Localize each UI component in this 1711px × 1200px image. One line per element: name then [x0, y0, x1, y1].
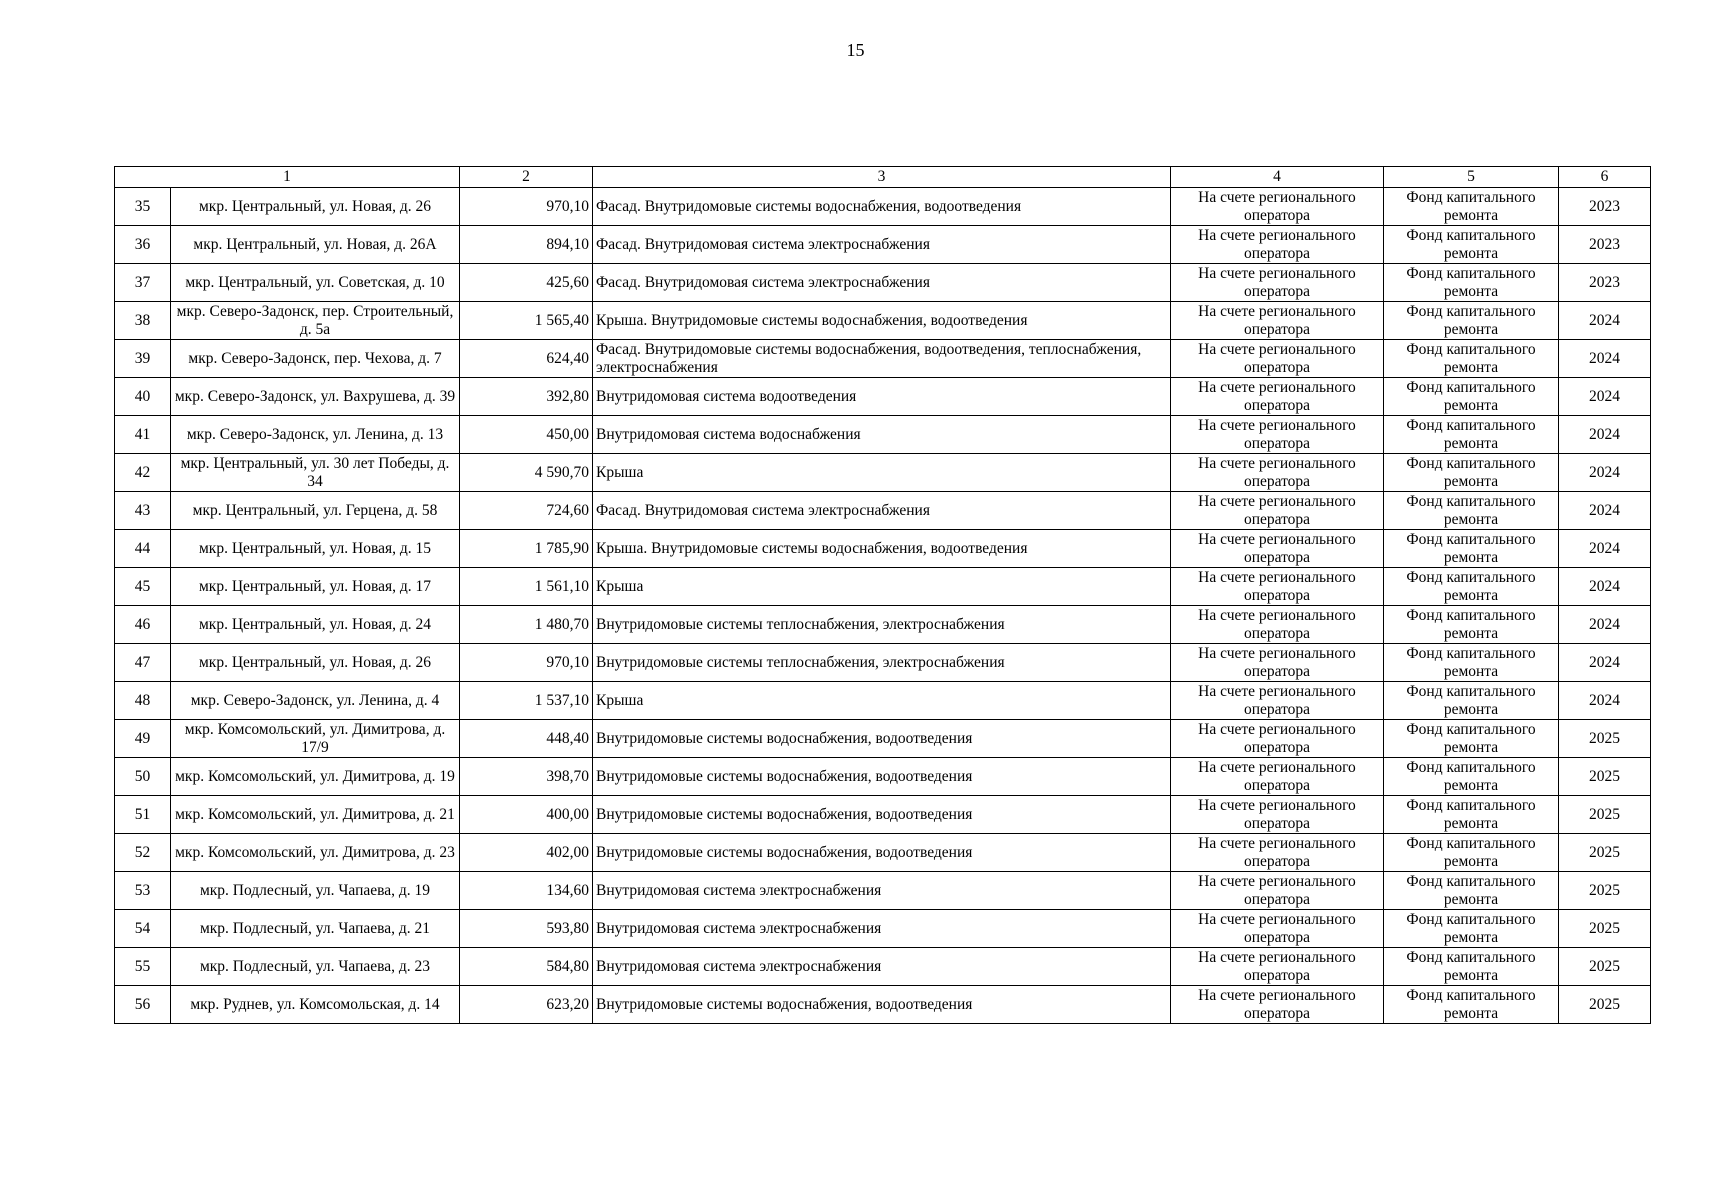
table-row [115, 796, 1651, 834]
funding-source-cell: Фонд капитального ремонта [1384, 454, 1559, 492]
account-cell: На счете регионального оператора [1171, 644, 1384, 682]
account-cell: На счете регионального оператора [1171, 492, 1384, 530]
funding-source-cell: Фонд капитального ремонта [1384, 606, 1559, 644]
year-cell: 2025 [1559, 834, 1651, 872]
header-cell: 3 [593, 167, 1171, 188]
table-row [115, 416, 1651, 454]
address-cell: мкр. Подлесный, ул. Чапаева, д. 21 [171, 910, 460, 948]
year-cell: 2025 [1559, 948, 1651, 986]
area-cell: 134,60 [460, 872, 593, 910]
account-cell: На счете регионального оператора [1171, 264, 1384, 302]
year-cell: 2025 [1559, 720, 1651, 758]
table-row [115, 872, 1651, 910]
account-cell: На счете регионального оператора [1171, 188, 1384, 226]
funding-source-cell: Фонд капитального ремонта [1384, 986, 1559, 1024]
address-cell: мкр. Комсомольский, ул. Димитрова, д. 19 [171, 758, 460, 796]
works-cell: Крыша [593, 568, 1171, 606]
year-cell: 2025 [1559, 986, 1651, 1024]
row-number: 51 [115, 796, 171, 834]
year-cell: 2023 [1559, 188, 1651, 226]
address-cell: мкр. Центральный, ул. Герцена, д. 58 [171, 492, 460, 530]
works-cell: Крыша [593, 454, 1171, 492]
funding-source-cell: Фонд капитального ремонта [1384, 302, 1559, 340]
account-cell: На счете регионального оператора [1171, 606, 1384, 644]
funding-source-cell: Фонд капитального ремонта [1384, 720, 1559, 758]
area-cell: 1 537,10 [460, 682, 593, 720]
account-cell: На счете регионального оператора [1171, 340, 1384, 378]
account-cell: На счете регионального оператора [1171, 872, 1384, 910]
year-cell: 2024 [1559, 682, 1651, 720]
year-cell: 2024 [1559, 644, 1651, 682]
year-cell: 2024 [1559, 492, 1651, 530]
works-cell: Внутридомовая система электроснабжения [593, 872, 1171, 910]
area-cell: 970,10 [460, 644, 593, 682]
funding-source-cell: Фонд капитального ремонта [1384, 758, 1559, 796]
capital-repair-table [114, 166, 1651, 1024]
funding-source-cell: Фонд капитального ремонта [1384, 226, 1559, 264]
area-cell: 623,20 [460, 986, 593, 1024]
works-cell: Внутридомовые системы теплоснабжения, электроснабжения [593, 644, 1171, 682]
table-row [115, 644, 1651, 682]
table-row [115, 758, 1651, 796]
works-cell: Внутридомовые системы теплоснабжения, электроснабжения [593, 606, 1171, 644]
row-number: 45 [115, 568, 171, 606]
funding-source-cell: Фонд капитального ремонта [1384, 416, 1559, 454]
year-cell: 2024 [1559, 454, 1651, 492]
table-row [115, 340, 1651, 378]
header-cell: 1 [115, 167, 460, 188]
account-cell: На счете регионального оператора [1171, 986, 1384, 1024]
table-row [115, 530, 1651, 568]
area-cell: 450,00 [460, 416, 593, 454]
year-cell: 2024 [1559, 606, 1651, 644]
area-cell: 584,80 [460, 948, 593, 986]
row-number: 38 [115, 302, 171, 340]
account-cell: На счете регионального оператора [1171, 302, 1384, 340]
row-number: 39 [115, 340, 171, 378]
funding-source-cell: Фонд капитального ремонта [1384, 188, 1559, 226]
account-cell: На счете регионального оператора [1171, 834, 1384, 872]
header-cell: 5 [1384, 167, 1559, 188]
year-cell: 2024 [1559, 416, 1651, 454]
row-number: 43 [115, 492, 171, 530]
page-number: 15 [846, 40, 865, 60]
works-cell: Внутридомовая система водоснабжения [593, 416, 1171, 454]
works-cell: Внутридомовые системы водоснабжения, водоотведения [593, 758, 1171, 796]
row-number: 50 [115, 758, 171, 796]
table-row [115, 910, 1651, 948]
funding-source-cell: Фонд капитального ремонта [1384, 948, 1559, 986]
year-cell: 2023 [1559, 226, 1651, 264]
table-row [115, 302, 1651, 340]
table-row [115, 492, 1651, 530]
table-row [115, 226, 1651, 264]
year-cell: 2024 [1559, 378, 1651, 416]
header-cell: 2 [460, 167, 593, 188]
area-cell: 970,10 [460, 188, 593, 226]
row-number: 37 [115, 264, 171, 302]
table-row [115, 454, 1651, 492]
row-number: 49 [115, 720, 171, 758]
row-number: 48 [115, 682, 171, 720]
address-cell: мкр. Подлесный, ул. Чапаева, д. 19 [171, 872, 460, 910]
table-row [115, 948, 1651, 986]
account-cell: На счете регионального оператора [1171, 226, 1384, 264]
works-cell: Внутридомовая система электроснабжения [593, 948, 1171, 986]
row-number: 35 [115, 188, 171, 226]
works-cell: Фасад. Внутридомовые системы водоснабжения, водоотведения, теплоснабжения, электроснабжения [593, 340, 1171, 378]
address-cell: мкр. Комсомольский, ул. Димитрова, д. 21 [171, 796, 460, 834]
table-row [115, 188, 1651, 226]
year-cell: 2025 [1559, 872, 1651, 910]
area-cell: 624,40 [460, 340, 593, 378]
header-cell: 6 [1559, 167, 1651, 188]
account-cell: На счете регионального оператора [1171, 910, 1384, 948]
address-cell: мкр. Центральный, ул. Новая, д. 26 [171, 188, 460, 226]
table-row [115, 720, 1651, 758]
account-cell: На счете регионального оператора [1171, 416, 1384, 454]
area-cell: 402,00 [460, 834, 593, 872]
address-cell: мкр. Комсомольский, ул. Димитрова, д. 17/9 [171, 720, 460, 758]
table-row [115, 606, 1651, 644]
area-cell: 392,80 [460, 378, 593, 416]
row-number: 52 [115, 834, 171, 872]
funding-source-cell: Фонд капитального ремонта [1384, 340, 1559, 378]
address-cell: мкр. Подлесный, ул. Чапаева, д. 23 [171, 948, 460, 986]
table-row [115, 568, 1651, 606]
year-cell: 2024 [1559, 302, 1651, 340]
year-cell: 2025 [1559, 758, 1651, 796]
table-row [115, 378, 1651, 416]
works-cell: Внутридомовые системы водоснабжения, водоотведения [593, 796, 1171, 834]
address-cell: мкр. Руднев, ул. Комсомольская, д. 14 [171, 986, 460, 1024]
funding-source-cell: Фонд капитального ремонта [1384, 682, 1559, 720]
row-number: 53 [115, 872, 171, 910]
works-cell: Крыша. Внутридомовые системы водоснабжения, водоотведения [593, 302, 1171, 340]
address-cell: мкр. Центральный, ул. Новая, д. 17 [171, 568, 460, 606]
account-cell: На счете регионального оператора [1171, 758, 1384, 796]
year-cell: 2024 [1559, 568, 1651, 606]
table-row [115, 264, 1651, 302]
works-cell: Внутридомовые системы водоснабжения, водоотведения [593, 834, 1171, 872]
area-cell: 1 561,10 [460, 568, 593, 606]
address-cell: мкр. Северо-Задонск, ул. Ленина, д. 13 [171, 416, 460, 454]
area-cell: 448,40 [460, 720, 593, 758]
funding-source-cell: Фонд капитального ремонта [1384, 872, 1559, 910]
account-cell: На счете регионального оператора [1171, 720, 1384, 758]
year-cell: 2023 [1559, 264, 1651, 302]
row-number: 54 [115, 910, 171, 948]
account-cell: На счете регионального оператора [1171, 948, 1384, 986]
row-number: 40 [115, 378, 171, 416]
row-number: 47 [115, 644, 171, 682]
area-cell: 593,80 [460, 910, 593, 948]
funding-source-cell: Фонд капитального ремонта [1384, 834, 1559, 872]
table-row [115, 986, 1651, 1024]
area-cell: 724,60 [460, 492, 593, 530]
header-cell: 4 [1171, 167, 1384, 188]
funding-source-cell: Фонд капитального ремонта [1384, 530, 1559, 568]
area-cell: 1 480,70 [460, 606, 593, 644]
address-cell: мкр. Комсомольский, ул. Димитрова, д. 23 [171, 834, 460, 872]
row-number: 46 [115, 606, 171, 644]
works-cell: Фасад. Внутридомовая система электроснабжения [593, 226, 1171, 264]
works-cell: Внутридомовые системы водоснабжения, водоотведения [593, 720, 1171, 758]
address-cell: мкр. Северо-Задонск, ул. Вахрушева, д. 39 [171, 378, 460, 416]
funding-source-cell: Фонд капитального ремонта [1384, 492, 1559, 530]
works-cell: Крыша. Внутридомовые системы водоснабжения, водоотведения [593, 530, 1171, 568]
row-number: 41 [115, 416, 171, 454]
account-cell: На счете регионального оператора [1171, 568, 1384, 606]
year-cell: 2025 [1559, 796, 1651, 834]
row-number: 55 [115, 948, 171, 986]
area-cell: 400,00 [460, 796, 593, 834]
address-cell: мкр. Центральный, ул. 30 лет Победы, д. 34 [171, 454, 460, 492]
account-cell: На счете регионального оператора [1171, 796, 1384, 834]
table-body [115, 188, 1651, 1024]
funding-source-cell: Фонд капитального ремонта [1384, 796, 1559, 834]
address-cell: мкр. Центральный, ул. Новая, д. 24 [171, 606, 460, 644]
works-cell: Внутридомовая система водоотведения [593, 378, 1171, 416]
table-header [115, 167, 1651, 188]
works-cell: Фасад. Внутридомовая система электроснабжения [593, 264, 1171, 302]
works-cell: Фасад. Внутридомовая система электроснабжения [593, 492, 1171, 530]
address-cell: мкр. Северо-Задонск, пер. Чехова, д. 7 [171, 340, 460, 378]
area-cell: 1 565,40 [460, 302, 593, 340]
funding-source-cell: Фонд капитального ремонта [1384, 264, 1559, 302]
address-cell: мкр. Центральный, ул. Новая, д. 26А [171, 226, 460, 264]
year-cell: 2024 [1559, 340, 1651, 378]
row-number: 42 [115, 454, 171, 492]
works-cell: Крыша [593, 682, 1171, 720]
funding-source-cell: Фонд капитального ремонта [1384, 378, 1559, 416]
table-row [115, 682, 1651, 720]
row-number: 44 [115, 530, 171, 568]
funding-source-cell: Фонд капитального ремонта [1384, 644, 1559, 682]
address-cell: мкр. Центральный, ул. Новая, д. 15 [171, 530, 460, 568]
works-cell: Фасад. Внутридомовые системы водоснабжения, водоотведения [593, 188, 1171, 226]
header-row [115, 167, 1651, 188]
row-number: 56 [115, 986, 171, 1024]
year-cell: 2024 [1559, 530, 1651, 568]
address-cell: мкр. Центральный, ул. Новая, д. 26 [171, 644, 460, 682]
account-cell: На счете регионального оператора [1171, 530, 1384, 568]
row-number: 36 [115, 226, 171, 264]
works-cell: Внутридомовые системы водоснабжения, водоотведения [593, 986, 1171, 1024]
funding-source-cell: Фонд капитального ремонта [1384, 568, 1559, 606]
area-cell: 398,70 [460, 758, 593, 796]
address-cell: мкр. Центральный, ул. Советская, д. 10 [171, 264, 460, 302]
area-cell: 4 590,70 [460, 454, 593, 492]
area-cell: 894,10 [460, 226, 593, 264]
account-cell: На счете регионального оператора [1171, 378, 1384, 416]
table-row [115, 834, 1651, 872]
account-cell: На счете регионального оператора [1171, 454, 1384, 492]
area-cell: 1 785,90 [460, 530, 593, 568]
year-cell: 2025 [1559, 910, 1651, 948]
area-cell: 425,60 [460, 264, 593, 302]
address-cell: мкр. Северо-Задонск, ул. Ленина, д. 4 [171, 682, 460, 720]
works-cell: Внутридомовая система электроснабжения [593, 910, 1171, 948]
funding-source-cell: Фонд капитального ремонта [1384, 910, 1559, 948]
address-cell: мкр. Северо-Задонск, пер. Строительный, д. 5а [171, 302, 460, 340]
account-cell: На счете регионального оператора [1171, 682, 1384, 720]
